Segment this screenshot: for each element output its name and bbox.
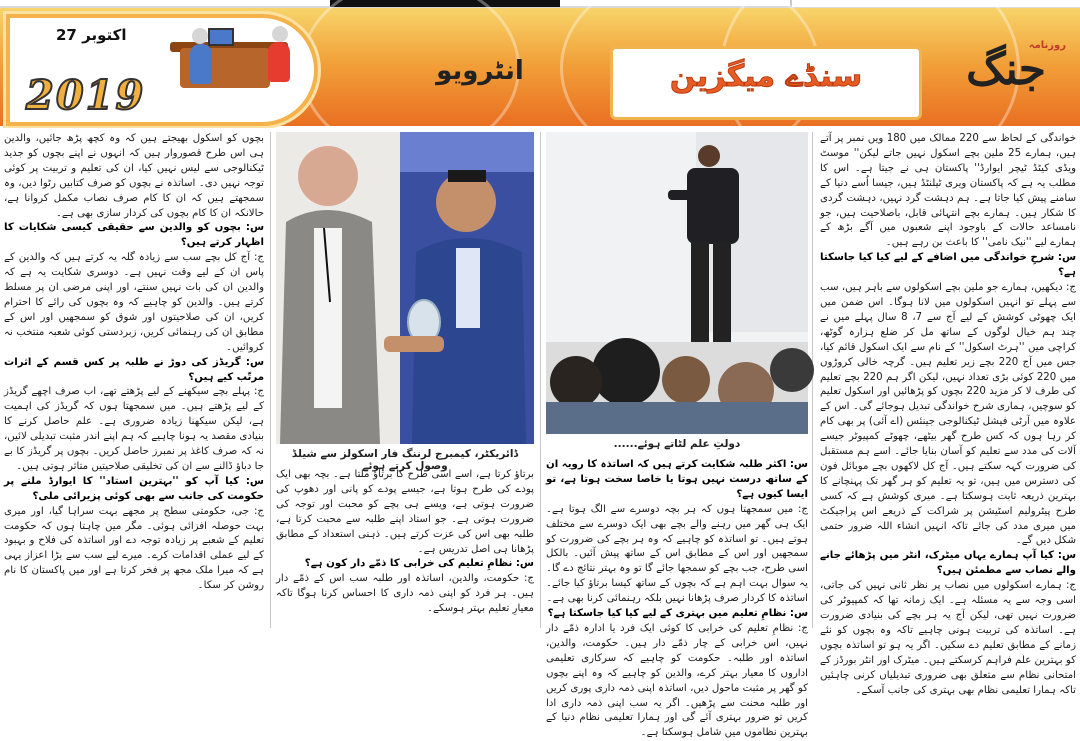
photo-award-image — [276, 132, 534, 444]
photo-award — [276, 132, 534, 444]
newspaper-logo — [940, 40, 1072, 112]
paragraph-text: ج: نظامِ تعلیم کی خرابی کا کوئی ایک فرد یا ادارہ ذمّے دار نہیں، اس خرابی کے چار ذمّے دار ہیں۔ حکومت، والدین، اساتذہ اور طلبہ۔ حکومت کو چاہیے کہ سرکاری تعلیمی اداروں کا معیار بہتر کرے، والدین کو چاہیے کہ وہ اپنے بچوں کو گھر پر مثبت ماحول دیں، اساتذہ اپنی ذمہ داری پوری کریں اور طلبہ محنت سے پڑھیں۔ اگر یہ سب اپنی ذمہ داری ادا کریں تو ضرور بہتری آئے گی اور ہمارا تعلیمی نظام دنیا کے بہترین نظاموں میں شامل ہوسکتا ہے۔ — [546, 622, 808, 739]
section-title: انٹرویو — [436, 56, 524, 86]
photo-speaker — [546, 132, 808, 434]
article-column-right — [819, 132, 1077, 696]
paragraph-text: ج: آج کل بچے سب سے زیادہ گلہ یہ کرتے ہیں کہ والدین کے پاس ان کے لیے وقت نہیں ہے۔ دوسری شکایت یہ ہے کہ والدین ان کی بات نہیں سنتے، اور اپنی مرضی ان پر مسلط کرتے ہیں۔ والدین کو چاہیے کہ وہ بچوں کی رائے کا احترام کریں، ان کی صلاحیتوں اور شوق کو سمجھیں اور اس کے مطابق ان کی رہنمائی کریں، زبردستی کوئی شعبہ منتخب نہ کروائیں۔ — [4, 252, 264, 353]
question-text: س: اکثر طلبہ شکایت کرتے ہیں کہ اساتذہ کا رویہ ان کے ساتھ درست نہیں ہوتا یا خاصا سخت ہوتا ہے، تو ایسا کیوں ہے؟ — [546, 459, 808, 500]
paragraph-text: بچوں کو اسکول بھیجتے ہیں کہ وہ کچھ پڑھ جائیں، والدین ہی اس طرح قصوروار ہیں کہ انہوں نے اپنے بچوں کو جدید ٹیکنالوجی سے لیس نہیں کیا، ان کی تعلیم و تربیت پر کوئی توجہ نہیں دی۔ اساتذہ نے بچوں کو صرف کتابیں رٹوا دیں، وہ سمجھتے ہیں کہ ان کا کام صرف نصاب مکمل کروانا ہے، حالانکہ ان کا کام بچوں کی کردار سازی بھی ہے۔ — [4, 133, 264, 219]
paragraph-text: ج: پہلے بچے سیکھنے کے لیے پڑھتے تھے، اب صرف اچھے گریڈز کے لیے پڑھتے ہیں۔ میں سمجھتا ہوں کہ گریڈز کی اہمیت ہے، لیکن سیکھنا زیادہ ضروری ہے۔ علم حاصل کرنے کا بنیادی مقصد یہ ہونا چاہیے کہ ہم اپنے اندر مثبت تبدیلی لائیں، نہ کہ صرف کاغذ پر نمبرز حاصل کریں۔ بچوں پر گریڈز کا بے جا دباؤ ڈالنے سے ان کی تخلیقی صلاحیتیں متاثر ہوتی ہیں۔ — [4, 386, 264, 472]
question-text: س: نظامِ تعلیم میں بہتری کے لیے کیا کیا جاسکتا ہے؟ — [547, 608, 808, 620]
person-head-icon — [272, 26, 288, 42]
year-label: 2019 — [26, 72, 146, 119]
article-body — [0, 128, 1080, 739]
logo-tag: روزنامہ — [1028, 40, 1066, 51]
article-column-middle-lower — [546, 458, 808, 739]
sunday-magazine-badge — [610, 46, 922, 120]
question-text: س: کیا آپ ہمارے یہاں میٹرک، انٹر میں پڑھائے جانے والے نصاب سے مطمئن ہیں؟ — [820, 550, 1076, 577]
monitor-icon — [208, 28, 234, 46]
paragraph-text: ج: دیکھیں، ہمارے جو ملین بچے اسکولوں سے باہر ہیں، سب سے پہلے تو انہیں اسکولوں میں لانا ہوگا۔ اس ضمن میں ایک چھوٹی کوشش کے لیے آج سے 7، 8 سال پہلے میں نے چند ہم خیال لوگوں کے ساتھ مل کر ضلع ہزارہ گوٹھ، کراچی میں ''ہرٹ اسکول'' کے نام سے ایک اسکول قائم کیا، جس میں آج 220 بچے زیر تعلیم ہیں۔ گرچہ خالی کروڑوں میں 220 کوئی بڑی تعداد نہیں، لیکن اگر ہم 220 بچے تعلیم کی طرف لا کر مزید 220 بچوں کو پڑھائیں اور اسکول تعلیم کو سوچیں، ہماری شرح خواندگی تبدیل ہوجائے گی۔ اس کے علاوہ میں آرٹی فیشل ٹیکنالوجی جینئس (اے آئی) پر بھی کام کر رہا ہوں کہ کس طرح گھر بیٹھے، چھوٹے کمپیوٹر جیسے آلات کی مدد سے تعلیم کو آسان بنایا جائے۔ اسے ہم مستقبل کی ضرورت کہہ سکتے ہیں۔ آج کل لاکھوں بچے موبائل فون کی دسترس میں ہیں، تو یہ تعلیم کو ہر گھر تک پہنچانے کا بہترین ذریعہ ثابت ہوسکتا ہے۔ میری کوشش ہے کہ کسی طرح پیٹرولیم اسٹیشن پر شراکت کے ذریعے اس پراجیکٹ میں میری مدد کی جائے تاکہ انہیں انشاء اللہ ضرور حتمی شکل دیں گے۔ — [820, 282, 1077, 547]
person-icon — [268, 42, 290, 82]
column-divider — [812, 132, 813, 628]
question-text: س: گریڈز کی دوڑ نے طلبہ پر کس قسم کے اثرات مرتّب کیے ہیں؟ — [4, 356, 264, 383]
date-day: 27 اکتوبر — [56, 26, 127, 44]
logo-text: جنگ — [966, 44, 1046, 95]
paragraph-text: ج: ہمارے اسکولوں میں نصاب پر نظر ثانی نہیں کی جاتی، اسی وجہ سے یہ مسئلہ ہے۔ ایک زمانہ تھا کہ کمپیوٹر کی ضرورت نہیں تھی، لیکن آج یہ ہر بچے کی بنیادی ضرورت ہے۔ اساتذہ کی تربیت ہونی چاہیے تاکہ وہ بچوں کو نئے زمانے کے مطابق تعلیم دے سکیں۔ اگر یہ ہو تو اساتذہ بچوں کو بہترین علم فراہم کرسکتے ہیں۔ میٹرک اور انٹر بورڈز کے امتحانی نظام سے متعلق بھی ضروری تبدیلیاں کرنی چاہئیں تاکہ ہمارا تعلیمی نظام بھی بہتری کی جانب آسکے۔ — [819, 580, 1076, 696]
caption-award: ڈائریکٹر، کیمبرج لرننگ فار اسکولز سے شیلڈ وصول کرتے ہوئے — [291, 448, 519, 472]
question-text: س: نظامِ تعلیم کی خرابی کا ذمّے دار کون ہے؟ — [304, 558, 534, 570]
date-emblem — [6, 14, 318, 126]
paragraph-text: ج: میں سمجھتا ہوں کہ ہر بچہ دوسرے سے الگ ہوتا ہے۔ ایک ہی گھر میں رہنے والے بچے بھی ایک دوسرے سے مختلف ہوتے ہیں۔ تو اساتذہ کو چاہیے کہ وہ ہر بچے کی ضرورت کو سمجھیں اور اس کے مطابق اس کے ساتھ پیش آئیں۔ بالکل اسی طرح، جب بچے کو سمجھا جائے گا تو وہ بہتر نتائج دے گا۔ یہ سوال بہت اہم ہے کہ بچوں کے ساتھ کیسا برتاؤ کیا جائے۔ اساتذہ کا کردار صرف پڑھانا نہیں بلکہ رہنمائی کرنا بھی ہے۔ — [546, 503, 808, 605]
caption-speaker: دولتِ علم لٹاتے ہوئے...... — [613, 438, 741, 450]
column-divider — [540, 132, 541, 628]
article-column-left — [4, 132, 264, 632]
question-text: س: بچوں کو والدین سے حقیقی کیسی شکایات کا اظہار کرتے ہیں؟ — [4, 222, 264, 249]
person-icon — [190, 44, 212, 84]
paragraph-text: ج: جی، حکومتی سطح پر مجھے بہت سراہا گیا، اور میری بہت حوصلہ افزائی ہوئی۔ مگر میں چاہتا ہوں کہ حکومت تعلیم کے شعبے پر زیادہ توجہ دے اور اساتذہ کی فلاح و بہبود کے لیے عملی اقدامات کرے۔ میرے لیے سب سے بڑا اعزاز یہی ہے کہ میرا ملک مجھ پر فخر کرتا ہے اور میں پاکستان کا نام روشن کر سکا۔ — [4, 505, 264, 592]
column-divider — [270, 132, 271, 628]
person-head-icon — [192, 28, 208, 44]
question-text: س: شرحِ خواندگی میں اضافے کے لیے کیا کیا جاسکتا ہے؟ — [820, 252, 1076, 279]
paragraph-text: برتاؤ کرتا ہے، اسے اسی طرح کا برتاؤ ملتا ہے۔ بچہ بھی ایک پودے کی طرح ہوتا ہے، جیسے پودے کو پانی اور دھوپ کی ضرورت ہوتی ہے، ویسے ہی بچے کو محبت اور توجہ کی ضرورت ہوتی ہے۔ جو استاد اپنے طلبہ سے محبت کرتا ہے، طلبہ بھی اس کی عزت کرتے ہیں۔ ذہنی استعداد کے مطابق پڑھانا ہی اصل تدریس ہے۔ — [276, 469, 534, 555]
photo-speaker-image — [546, 132, 808, 434]
article-column-middle-left — [276, 468, 534, 634]
question-text: س: کیا آپ کو ''بہترین استاد'' کا ایوارڈ ملنے پر حکومت کی جانب سے بھی کوئی پزیرائی ملی؟ — [4, 475, 264, 502]
paragraph-text: خواندگی کے لحاظ سے 220 ممالک میں 180 ویں نمبر پر آتے ہیں، ہمارے 25 ملین بچے اسکول نہیں جاتے لیکن'' موسٹ ویڈی کیٹڈ ٹیچر ایوارڈ'' پاکستان ہی نے جیتا ہے۔ اس کا مطلب یہ ہے کہ پاکستان ویری ٹیلنٹڈ ہیں، جیسا اُسے دنیا کے سامنے پیش کیا جاتا ہے۔ ہم دہشت گرد نہیں، دہشت گردی کا شکار ہیں۔ ہمارے بچے انتہائی قابل، باصلاحیت ہیں، جو نامساعد حالات کے باوجود اپنے شعبوں میں آگے بڑھ کے ہمارے لیے ''نیک نامی'' کا باعث بن رہے ہیں۔ — [820, 133, 1076, 249]
paragraph-text: ج: حکومت، والدین، اساتذہ اور طلبہ سب اس کے ذمّے دار ہیں۔ ہر فرد کو اپنی ذمہ داری کا احساس کرنا ہوگا تاکہ معیارِ تعلیم بہتر ہوسکے۔ — [276, 573, 534, 615]
badge-text: سنڈے میگزین — [669, 59, 863, 94]
